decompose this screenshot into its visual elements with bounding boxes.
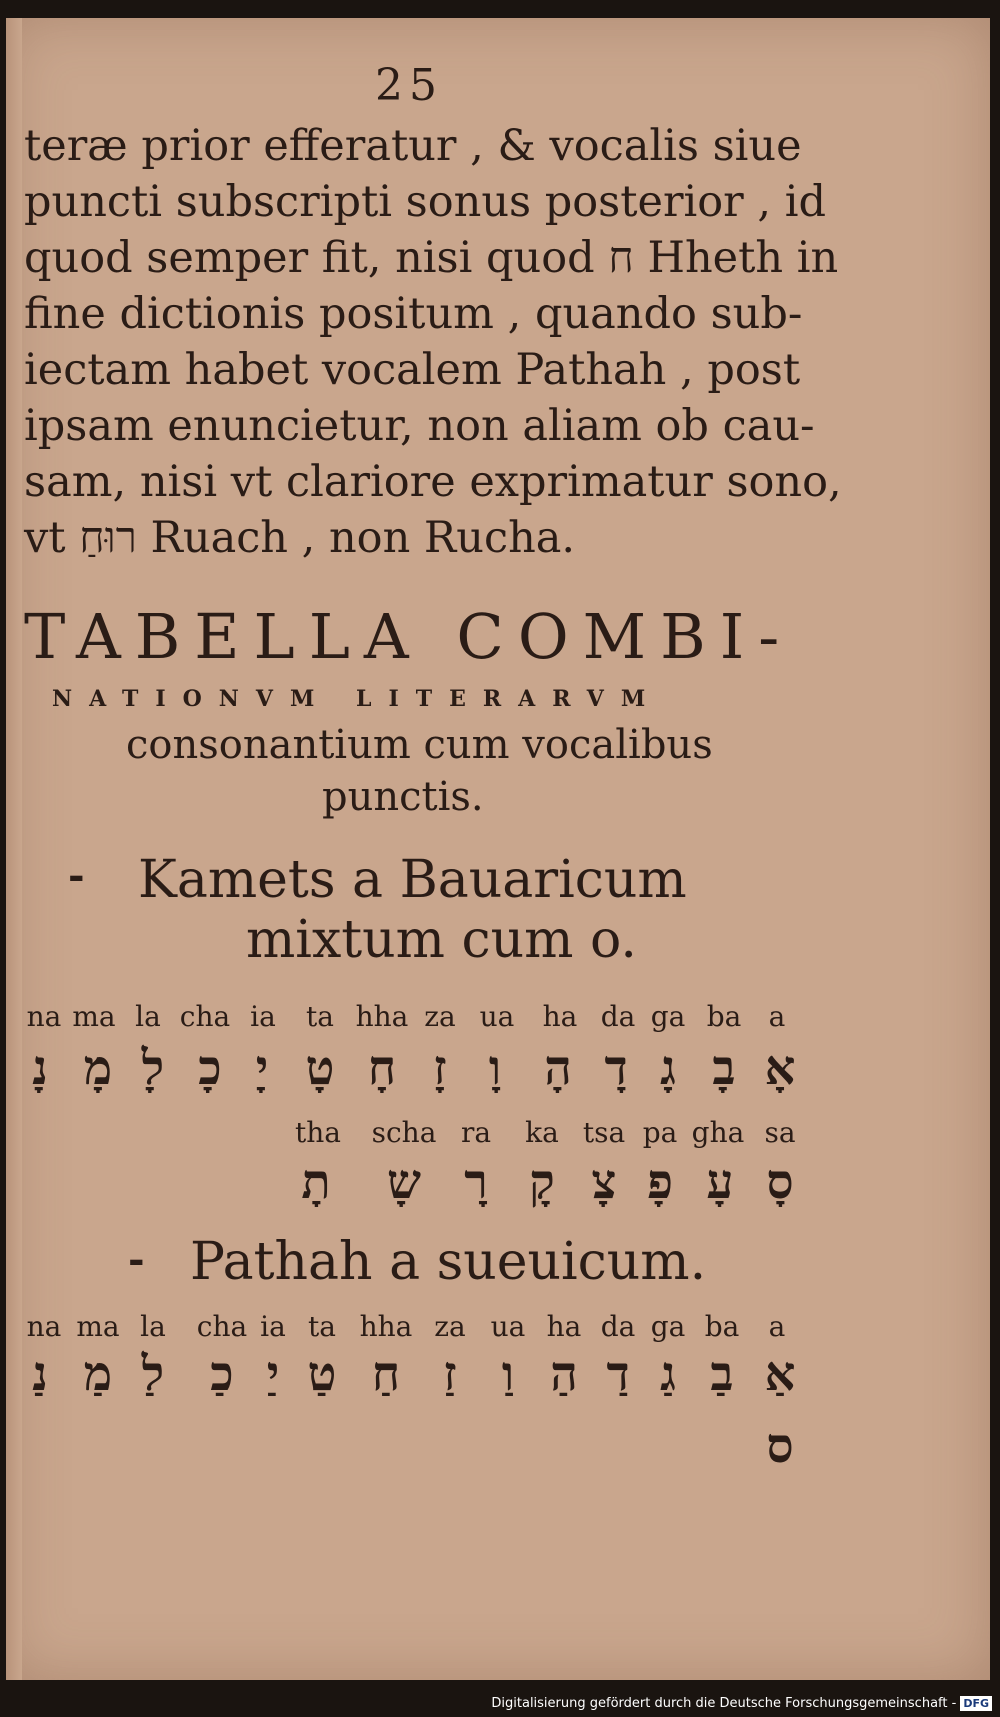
- hebrew-cell: זָ: [433, 1040, 447, 1096]
- hebrew-cell: נַ: [32, 1346, 48, 1402]
- paragraph-line: sam, nisi vt clariore exprimatur sono,: [24, 457, 842, 507]
- body-paragraph: [24, 118, 842, 566]
- translit-cell: hha: [355, 1000, 409, 1033]
- hebrew-cell: גָ: [660, 1040, 676, 1096]
- hebrew-cell: תָ: [301, 1154, 331, 1210]
- hebrew-cell: זַ: [443, 1346, 457, 1402]
- translit-cell: ta: [306, 1000, 334, 1033]
- footer-text: Digitalisierung gefördert durch die Deutsche Forschungsgemeinschaft -: [491, 1696, 957, 1711]
- translit-cell: gha: [691, 1116, 745, 1149]
- translit-cell: tha: [295, 1116, 341, 1149]
- section2-title: Pathah a sueuicum.: [190, 1232, 707, 1292]
- hebrew-cell: לַ: [141, 1346, 165, 1402]
- hebrew-cell: מַ: [83, 1346, 113, 1402]
- section1-dash: -: [68, 852, 85, 899]
- translit-cell: ia: [250, 1000, 276, 1033]
- translit-cell: ba: [704, 1310, 740, 1343]
- hebrew-cell: אָ: [764, 1040, 796, 1096]
- hebrew-cell: כַ: [210, 1346, 234, 1402]
- translit-cell: sa: [764, 1116, 796, 1149]
- hebrew-cell: סָ: [766, 1154, 794, 1210]
- paragraph-line: vt רוּחַ Ruach , non Rucha.: [24, 513, 576, 563]
- translit-cell: ma: [76, 1310, 120, 1343]
- table-subtitle-line2: punctis.: [322, 774, 484, 820]
- footer-credit: [491, 1696, 992, 1711]
- translit-cell: ra: [460, 1116, 492, 1149]
- translit-cell: ba: [706, 1000, 742, 1033]
- hebrew-cell: יַ: [266, 1346, 280, 1402]
- translit-cell: cha: [179, 1000, 231, 1033]
- paragraph-line: quod semper fit, nisi quod ח Hheth in: [24, 233, 839, 283]
- translit-cell: pa: [642, 1116, 678, 1149]
- translit-cell: scha: [371, 1116, 437, 1149]
- translit-cell: cha: [196, 1310, 248, 1343]
- hebrew-cell: ס: [766, 1418, 794, 1474]
- hebrew-cell: וַ: [501, 1346, 515, 1402]
- section1-title-line1: Kamets a Bauaricum: [138, 850, 687, 910]
- translit-cell: ka: [525, 1116, 559, 1149]
- hebrew-cell: הָ: [544, 1040, 572, 1096]
- hebrew-cell: בַ: [710, 1346, 734, 1402]
- translit-cell: tsa: [582, 1116, 626, 1149]
- paragraph-line: puncti subscripti sonus posterior , id: [24, 177, 826, 227]
- hebrew-cell: דַ: [606, 1346, 630, 1402]
- translit-cell: ha: [542, 1000, 578, 1033]
- translit-cell: ga: [650, 1000, 686, 1033]
- hebrew-cell: אַ: [764, 1346, 796, 1402]
- hebrew-cell: עָ: [706, 1154, 734, 1210]
- translit-cell: da: [600, 1000, 636, 1033]
- translit-cell: hha: [359, 1310, 413, 1343]
- hebrew-cell: יָ: [255, 1040, 269, 1096]
- hebrew-cell: חָ: [367, 1040, 397, 1096]
- translit-cell: na: [26, 1000, 62, 1033]
- section1-title-line2: mixtum cum o.: [246, 910, 637, 970]
- translit-cell: ha: [546, 1310, 582, 1343]
- paragraph-line: teræ prior efferatur , & vocalis siue: [24, 121, 802, 171]
- hebrew-cell: הַ: [550, 1346, 578, 1402]
- hebrew-cell: דָ: [604, 1040, 628, 1096]
- hebrew-cell: שָ: [387, 1154, 421, 1210]
- page-edge: [6, 18, 22, 1680]
- translit-cell: za: [434, 1310, 466, 1343]
- hebrew-cell: חַ: [371, 1346, 401, 1402]
- translit-cell: ta: [308, 1310, 336, 1343]
- hebrew-cell: טָ: [305, 1040, 335, 1096]
- hebrew-cell: מָ: [83, 1040, 113, 1096]
- hebrew-cell: כָ: [198, 1040, 222, 1096]
- hebrew-cell: נָ: [32, 1040, 48, 1096]
- translit-cell: la: [135, 1000, 161, 1033]
- hebrew-cell: צָ: [591, 1154, 617, 1210]
- hebrew-cell: בָ: [712, 1040, 736, 1096]
- hebrew-cell: רָ: [464, 1154, 488, 1210]
- page-number: 25: [375, 60, 443, 111]
- paragraph-line: fine dictionis positum , quando sub-: [24, 289, 803, 339]
- dfg-logo-icon: DFG: [960, 1696, 992, 1711]
- hebrew-cell: פָ: [646, 1154, 674, 1210]
- table-subtitle-line1: consonantium cum vocalibus: [126, 722, 713, 768]
- section2-dash: -: [128, 1236, 145, 1283]
- table-subtitle-caps: NATIONVM LITERARVM: [52, 686, 663, 712]
- paragraph-line: ipsam enuncietur, non aliam ob cau-: [24, 401, 815, 451]
- translit-cell: a: [768, 1310, 786, 1343]
- hebrew-cell: קָ: [529, 1154, 555, 1210]
- translit-cell: ga: [650, 1310, 686, 1343]
- translit-cell: da: [600, 1310, 636, 1343]
- translit-cell: a: [768, 1000, 786, 1033]
- translit-cell: ma: [72, 1000, 116, 1033]
- translit-cell: la: [140, 1310, 166, 1343]
- translit-cell: na: [26, 1310, 62, 1343]
- hebrew-cell: גַ: [660, 1346, 676, 1402]
- translit-cell: ua: [490, 1310, 526, 1343]
- table-title: TABELLA COMBI-: [24, 600, 794, 673]
- hebrew-cell: וָ: [488, 1040, 502, 1096]
- translit-cell: ua: [479, 1000, 515, 1033]
- paragraph-line: iectam habet vocalem Pathah , post: [24, 345, 801, 395]
- translit-cell: ia: [260, 1310, 286, 1343]
- hebrew-cell: לָ: [141, 1040, 165, 1096]
- translit-cell: za: [424, 1000, 456, 1033]
- hebrew-cell: טַ: [307, 1346, 337, 1402]
